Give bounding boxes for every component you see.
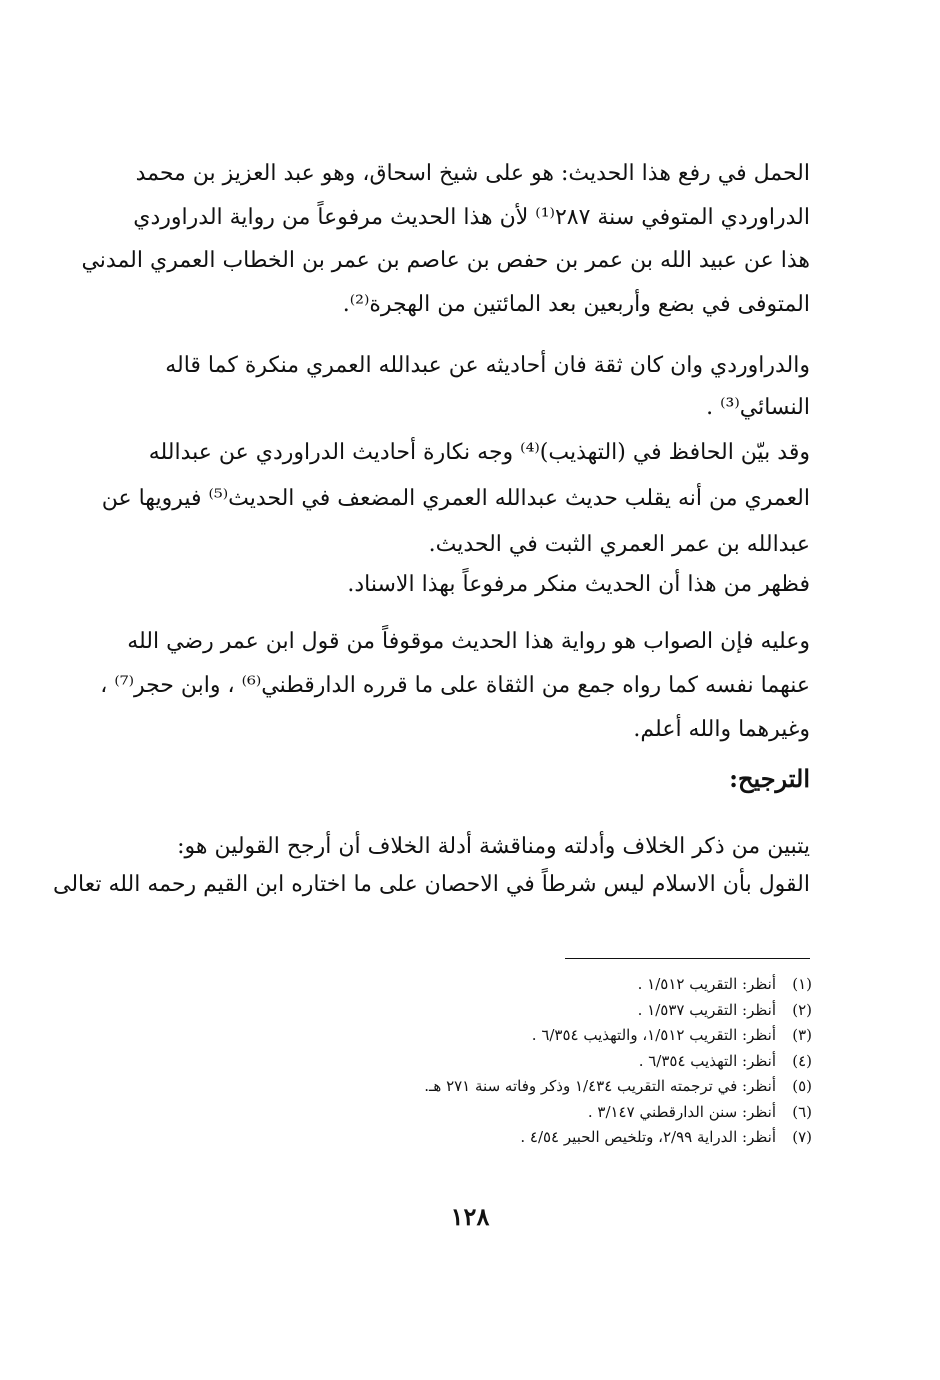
footnote-number: (٣) [792, 1026, 812, 1044]
section-heading: الترجيح: [729, 764, 810, 793]
footnote-number: (٤) [792, 1051, 812, 1070]
footnote-text: أنظر: في ترجمته التقريب ١/٤٣٤ وذكر وفاته سنة ٢٧١ هـ. [424, 1077, 776, 1095]
text-line: العمري من أنه يقلب حديث عبدالله العمري المضعف في الحديث⁽⁵⁾ فيرويها عن [101, 486, 810, 511]
text-line: عبدالله بن عمر العمري الثبت في الحديث. [428, 532, 810, 557]
text-line: وقد بيّن الحافظ في (التهذيب)⁽⁴⁾ وجه نكارة أحاديث الدراوردي عن عبدالله [148, 440, 810, 465]
footnote-text: أنظر: الدراية ٢/٩٩، وتلخيص الحبير ٤/٥٤ . [520, 1128, 776, 1146]
text-line: وغيرهما والله أعلم. [633, 717, 810, 742]
text-line: النسائي⁽³⁾ . [706, 395, 810, 420]
footnotes-list [424, 972, 812, 1151]
footnote-number: (٢) [792, 1000, 812, 1019]
footnote [424, 1100, 812, 1126]
footnote [424, 1125, 812, 1151]
text-line: يتبين من ذكر الخلاف وأدلته ومناقشة أدلة الخلاف أن أرجح القولين هو: [177, 834, 810, 859]
text-line: والدراوردي وان كان ثقة فان أحاديثه عن عبدالله العمري منكرة كما قاله [165, 353, 810, 378]
text-line: الدراوردي المتوفي سنة ٢٨٧⁽¹⁾ لأن هذا الحديث مرفوعاً من رواية الدراوردي [133, 204, 810, 230]
text-line: المتوفى في بضع وأربعين بعد المائتين من الهجرة⁽²⁾. [342, 291, 810, 317]
page-number: ١٢٨ [450, 1202, 490, 1231]
footnote-number: (٥) [792, 1077, 812, 1095]
footnote-number: (٦) [792, 1102, 812, 1121]
body-paragraph-2 [100, 345, 810, 429]
footnote [424, 1049, 812, 1075]
footnote [424, 998, 812, 1024]
text-line: القول بأن الاسلام ليس شرطاً في الاحصان على ما اختاره ابن القيم رحمه الله تعالى [52, 872, 810, 897]
body-paragraph-6 [52, 828, 810, 904]
text-line: عنهما نفسه كما رواه جمع من الثقاة على ما قرره الدارقطني⁽⁶⁾ ، وابن حجر⁽⁷⁾ ، [100, 673, 810, 698]
text-line: هذا عن عبيد الله بن عمر بن حفص بن عاصم بن عمر بن الخطاب العمري المدني [81, 248, 810, 273]
text-line: الحمل في رفع هذا الحديث: هو على شيخ اسحاق، وهو عبد العزيز بن محمد [135, 161, 810, 186]
footnote [424, 1023, 812, 1049]
footnote-text: أنظر: التقريب ١/٥١٢، والتهذيب ٦/٣٥٤ . [531, 1026, 776, 1044]
body-paragraph-3 [100, 430, 810, 568]
footnote [424, 972, 812, 998]
footnote-text: أنظر: التقريب ١/٥٣٧ . [637, 1000, 776, 1019]
body-paragraph-1 [81, 152, 810, 326]
footnote [424, 1074, 812, 1100]
footnote-divider [565, 958, 810, 959]
footnote-number: (١) [792, 975, 812, 993]
footnote-text: أنظر: التقريب ١/٥١٢ . [637, 975, 776, 993]
text-line: فظهر من هذا أن الحديث منكر مرفوعاً بهذا الاسناد. [347, 572, 810, 597]
footnote-number: (٧) [792, 1128, 812, 1146]
footnote-text: أنظر: التهذيب ٦/٣٥٤ . [638, 1051, 776, 1070]
body-paragraph-5 [100, 620, 810, 752]
footnote-text: أنظر: سنن الدارقطني ٣/١٤٧ . [587, 1102, 776, 1121]
text-line: وعليه فإن الصواب هو رواية هذا الحديث موقوفاً من قول ابن عمر رضي الله [127, 629, 810, 654]
body-paragraph-4 [100, 565, 810, 605]
